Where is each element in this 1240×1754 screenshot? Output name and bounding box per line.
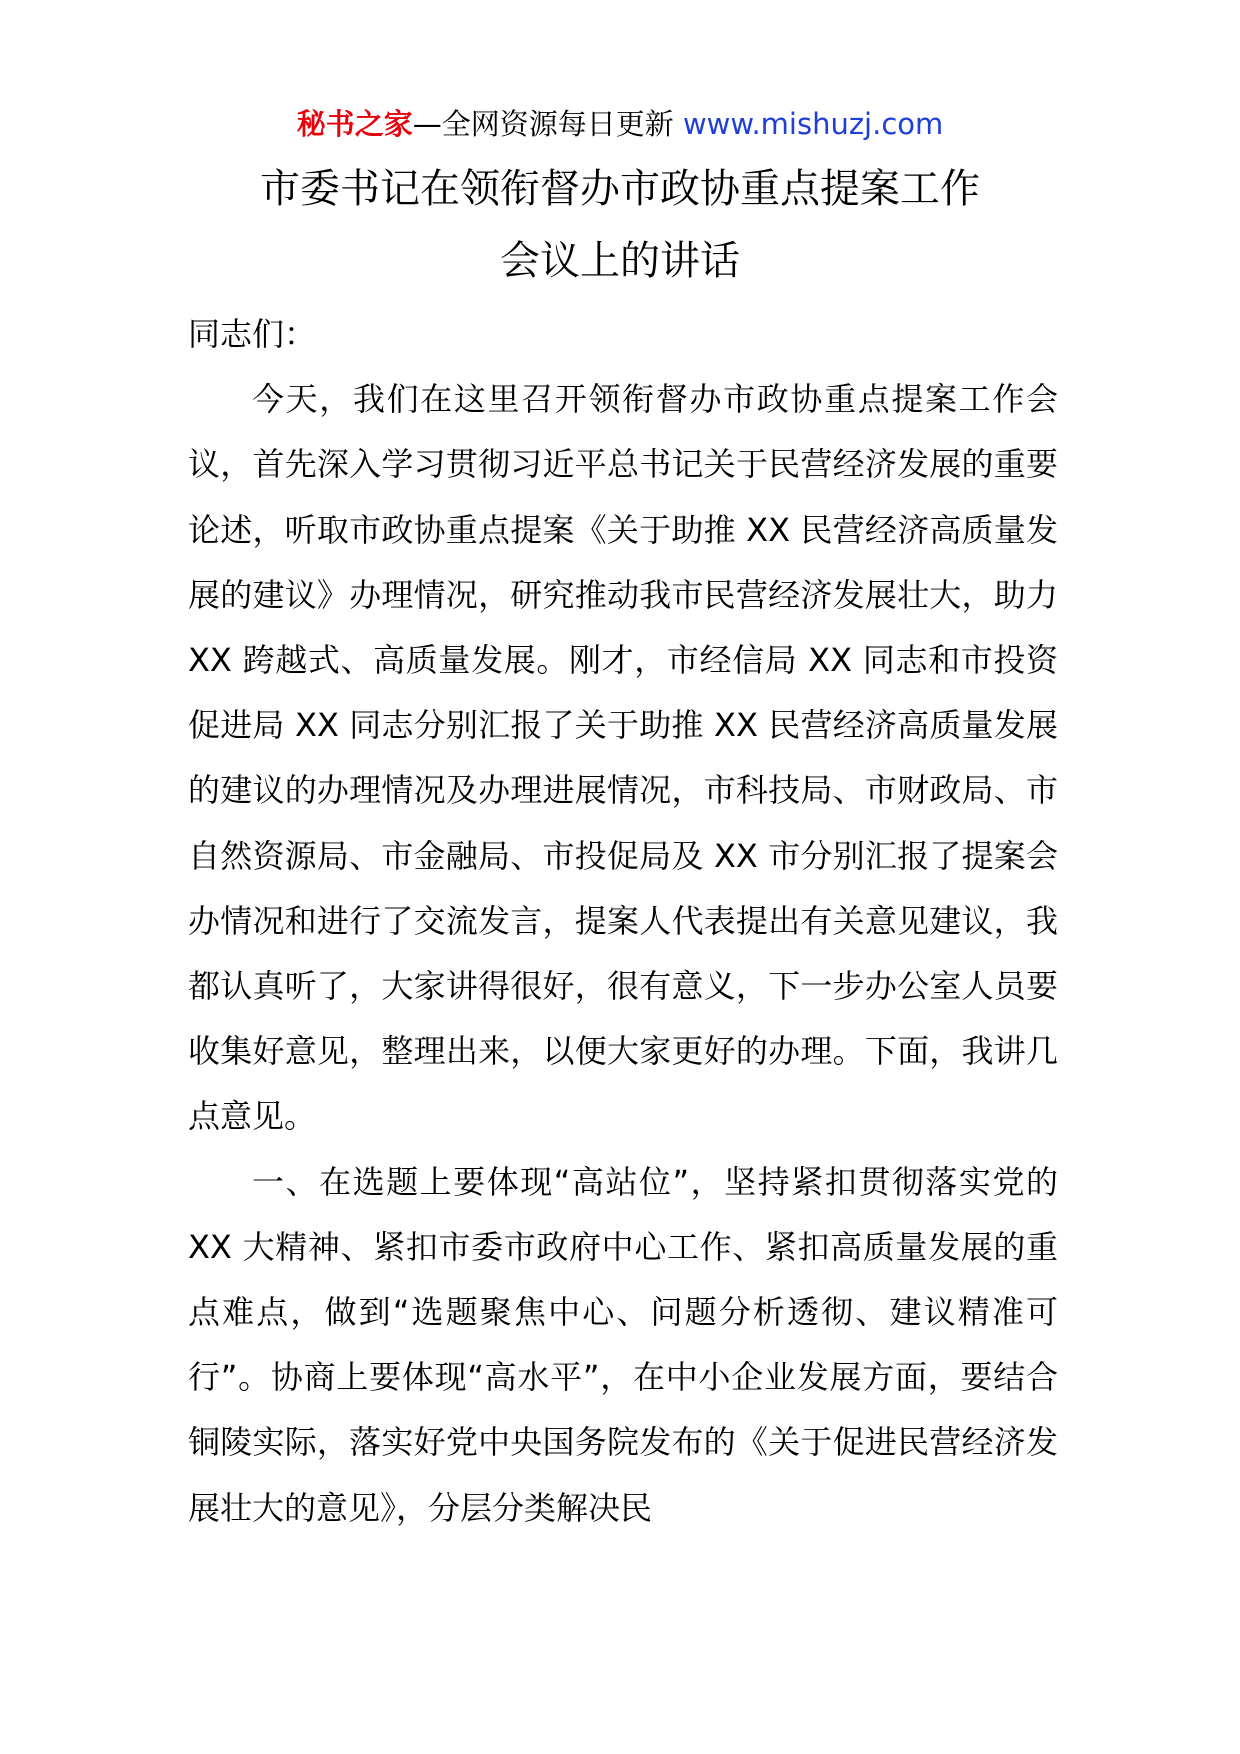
paragraph: 一、在选题上要体现“高站位”，坚持紧扣贯彻落实党的 XX 大精神、紧扣市委市政府中心工作、紧扣高质量发展的重点难点，做到“选题聚焦中心、问题分析透彻、建议精准可行”。协商上要体现“高水平”，在中小企业发展方面，要结合铜陵实际，落实好党中央国务院发布的《关于促进民营经济发展壮大的意见》，分层分类解决民 [188, 1162, 1058, 1527]
document-title-line-1: 市委书记在领衔督办市政协重点提案工作 [260, 166, 980, 212]
document-body [188, 302, 1058, 1541]
salutation: 同志们： [188, 315, 317, 353]
document-title-line-2: 会议上的讲话 [500, 238, 740, 284]
header-tagline: —全网资源每日更新 [412, 107, 683, 141]
document-title [0, 153, 1240, 297]
site-header [0, 100, 1240, 148]
site-url-link[interactable]: www.mishuzj.com [682, 107, 944, 141]
brand-name: 秘书之家 [296, 107, 413, 141]
paragraph: 今天，我们在这里召开领衔督办市政协重点提案工作会议，首先深入学习贯彻习近平总书记关于民营经济发展的重要论述，听取市政协重点提案《关于助推 XX 民营经济高质量发展的建议》办理情况，研究推动我市民营经济发展壮大，助力 XX 跨越式、高质量发展。刚才，市经信局 XX 同志和市投资促进局 XX 同志分别汇报了关于助推 XX 民营经济高质量发展的建议的办理情况及办理进展情况，市科技局、市财政局、市自然资源局、市金融局、市投促局及 XX 市分别汇报了提案会办情况和进行了交流发言，提案人代表提出有关意见建议，我都认真听了，大家讲得很好，很有意义，下一步办公室人员要收集好意见，整理出来，以便大家更好的办理。下面，我讲几点意见。 [188, 380, 1058, 1136]
